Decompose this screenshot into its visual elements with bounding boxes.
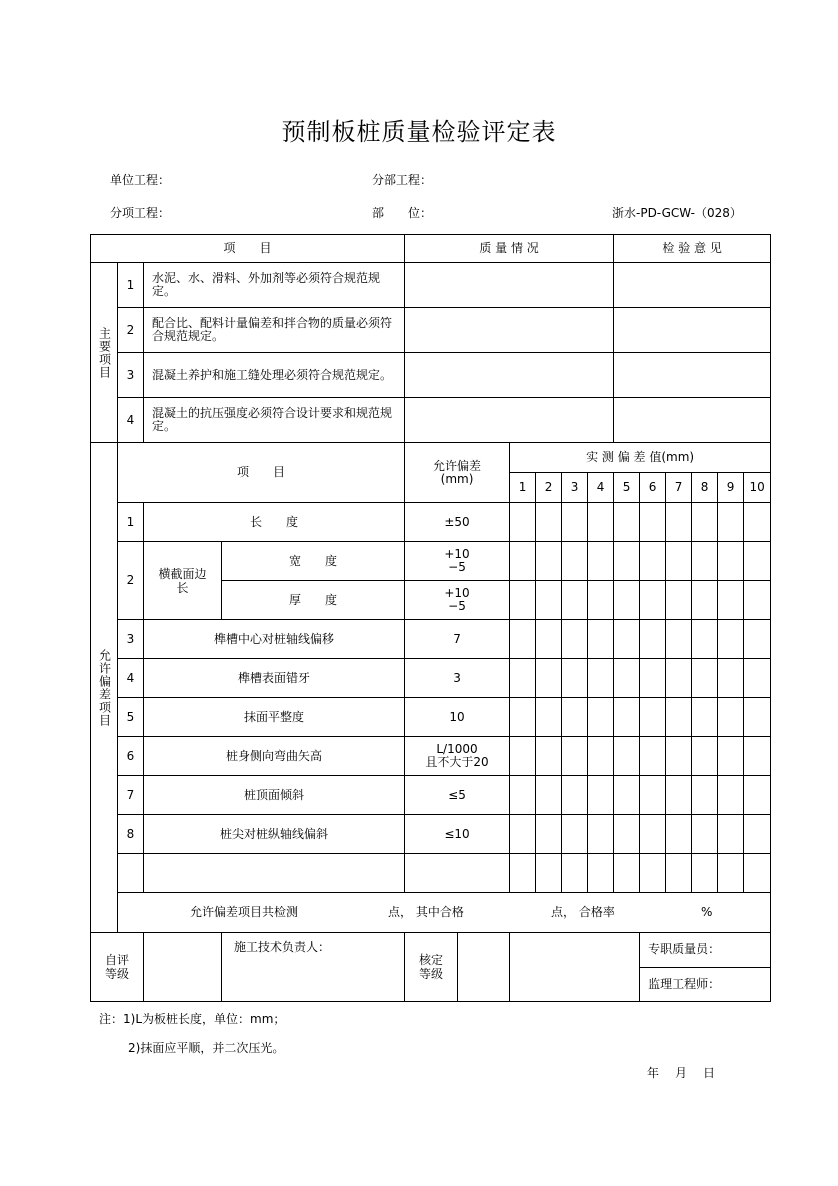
measure-cell[interactable] bbox=[588, 659, 614, 698]
allow-item-tol: ≤10 bbox=[405, 815, 510, 854]
measure-cell[interactable] bbox=[510, 659, 536, 698]
allow-section-label: 允许偏差项目 bbox=[91, 443, 118, 933]
measure-cell[interactable] bbox=[692, 581, 718, 620]
measure-col-no: 7 bbox=[666, 473, 692, 503]
tech-lead-cell[interactable] bbox=[222, 933, 405, 1002]
allow-item-no: 6 bbox=[118, 737, 144, 776]
quality-cell[interactable] bbox=[405, 308, 614, 353]
allow-item-tol: ±50 bbox=[405, 503, 510, 542]
quality-cell[interactable] bbox=[405, 353, 614, 398]
opinion-cell[interactable] bbox=[614, 353, 771, 398]
col-opinion-header: 检 验 意 见 bbox=[614, 235, 771, 263]
measured-header: 实 测 偏 差 值(mm) bbox=[510, 443, 771, 473]
measure-cell[interactable] bbox=[718, 503, 744, 542]
allow-item-no: 4 bbox=[118, 659, 144, 698]
measure-cell[interactable] bbox=[510, 581, 536, 620]
main-item-text: 混凝土养护和施工缝处理必须符合规范规定。 bbox=[144, 353, 405, 398]
measure-cell[interactable] bbox=[614, 815, 640, 854]
measure-cell[interactable] bbox=[744, 776, 771, 815]
allow-item-no: 1 bbox=[118, 503, 144, 542]
measure-cell[interactable] bbox=[666, 542, 692, 581]
main-section-label: 主要项目 bbox=[91, 263, 118, 443]
allow-item-name: 宽 度 bbox=[222, 542, 405, 581]
measure-cell[interactable] bbox=[536, 737, 562, 776]
measure-col-no: 4 bbox=[588, 473, 614, 503]
measure-cell[interactable] bbox=[744, 581, 771, 620]
measure-cell[interactable] bbox=[666, 581, 692, 620]
measure-cell[interactable] bbox=[666, 503, 692, 542]
measure-col-no: 10 bbox=[744, 473, 771, 503]
measure-cell[interactable] bbox=[510, 542, 536, 581]
measure-cell[interactable] bbox=[614, 581, 640, 620]
measure-cell[interactable] bbox=[666, 698, 692, 737]
measure-cell[interactable] bbox=[510, 776, 536, 815]
measure-cell[interactable] bbox=[718, 737, 744, 776]
measure-cell[interactable] bbox=[614, 698, 640, 737]
verify-label: 核定等级 bbox=[405, 933, 458, 1001]
measure-cell[interactable] bbox=[744, 854, 771, 893]
date-label: 年 月 日 bbox=[647, 1066, 718, 1080]
measure-cell[interactable] bbox=[666, 815, 692, 854]
measure-cell[interactable] bbox=[666, 659, 692, 698]
measure-cell[interactable] bbox=[744, 503, 771, 542]
division-project-label: 分部工程： bbox=[372, 173, 433, 187]
measure-cell[interactable] bbox=[510, 854, 536, 893]
measure-cell[interactable] bbox=[614, 620, 640, 659]
blank-cell[interactable] bbox=[405, 854, 510, 893]
summary-row bbox=[118, 893, 771, 933]
col-quality-header: 质 量 情 况 bbox=[405, 235, 614, 263]
main-item-no: 2 bbox=[118, 308, 144, 353]
allow-item-no: 7 bbox=[118, 776, 144, 815]
measure-cell[interactable] bbox=[562, 659, 588, 698]
measure-cell[interactable] bbox=[666, 854, 692, 893]
summary-part3: 点， 合格率 bbox=[551, 905, 615, 919]
measure-cell[interactable] bbox=[640, 776, 666, 815]
allow-item-name: 榫槽表面错牙 bbox=[144, 659, 405, 698]
measure-cell[interactable] bbox=[640, 737, 666, 776]
form-code: 浙水-PD-GCW-（028） bbox=[612, 206, 742, 220]
measure-cell[interactable] bbox=[692, 659, 718, 698]
measure-cell[interactable] bbox=[718, 542, 744, 581]
main-item-text: 水泥、水、滑料、外加剂等必须符合规范规定。 bbox=[144, 263, 405, 308]
measure-cell[interactable] bbox=[536, 659, 562, 698]
measure-cell[interactable] bbox=[562, 854, 588, 893]
subitem-project-label: 分项工程： bbox=[110, 206, 171, 220]
allow-item-name: 桩顶面倾斜 bbox=[144, 776, 405, 815]
measure-cell[interactable] bbox=[510, 737, 536, 776]
measure-cell[interactable] bbox=[562, 542, 588, 581]
measure-cell[interactable] bbox=[744, 659, 771, 698]
allow-item-no: 2 bbox=[118, 542, 144, 620]
measure-cell[interactable] bbox=[744, 815, 771, 854]
measure-cell[interactable] bbox=[744, 620, 771, 659]
self-eval-label: 自评等级 bbox=[91, 933, 144, 1002]
measure-cell[interactable] bbox=[666, 737, 692, 776]
measure-cell[interactable] bbox=[614, 854, 640, 893]
blank-cell[interactable] bbox=[144, 854, 405, 893]
measure-cell[interactable] bbox=[614, 659, 640, 698]
quality-cell[interactable] bbox=[405, 263, 614, 308]
measure-cell[interactable] bbox=[614, 503, 640, 542]
measure-cell[interactable] bbox=[718, 620, 744, 659]
verify-wrap bbox=[405, 933, 510, 1002]
opinion-cell[interactable] bbox=[614, 263, 771, 308]
measure-cell[interactable] bbox=[718, 698, 744, 737]
measure-cell[interactable] bbox=[588, 542, 614, 581]
inspection-table bbox=[90, 234, 771, 1002]
measure-col-no: 6 bbox=[640, 473, 666, 503]
measure-cell[interactable] bbox=[692, 776, 718, 815]
verify-value[interactable] bbox=[458, 933, 509, 1001]
allow-item-tol: L/1000 且不大于20 bbox=[405, 737, 510, 776]
measure-cell[interactable] bbox=[692, 542, 718, 581]
measure-cell[interactable] bbox=[536, 776, 562, 815]
allow-item-group: 横截面边 长 bbox=[144, 542, 222, 620]
measure-cell[interactable] bbox=[640, 620, 666, 659]
measure-cell[interactable] bbox=[666, 776, 692, 815]
measure-cell[interactable] bbox=[744, 698, 771, 737]
measure-cell[interactable] bbox=[692, 815, 718, 854]
main-item-text: 混凝土的抗压强度必须符合设计要求和规范规定。 bbox=[144, 398, 405, 443]
measure-cell[interactable] bbox=[588, 503, 614, 542]
measure-cell[interactable] bbox=[692, 503, 718, 542]
tech-lead-label: 施工技术负责人： bbox=[234, 940, 331, 954]
measure-cell[interactable] bbox=[588, 815, 614, 854]
allow-item-name: 桩身侧向弯曲矢高 bbox=[144, 737, 405, 776]
measure-col-no: 3 bbox=[562, 473, 588, 503]
measure-cell[interactable] bbox=[510, 698, 536, 737]
measure-cell[interactable] bbox=[588, 620, 614, 659]
measure-cell[interactable] bbox=[510, 620, 536, 659]
main-item-no: 1 bbox=[118, 263, 144, 308]
summary-part4: % bbox=[701, 905, 713, 919]
opinion-cell[interactable] bbox=[614, 308, 771, 353]
allow-item-no: 8 bbox=[118, 815, 144, 854]
allow-item-tol: +10 −5 bbox=[405, 581, 510, 620]
measure-cell[interactable] bbox=[640, 854, 666, 893]
measure-cell[interactable] bbox=[562, 698, 588, 737]
measure-cell[interactable] bbox=[640, 815, 666, 854]
quality-cell[interactable] bbox=[405, 398, 614, 443]
measure-cell[interactable] bbox=[588, 581, 614, 620]
measure-cell[interactable] bbox=[744, 542, 771, 581]
measure-cell[interactable] bbox=[640, 659, 666, 698]
quality-officer-label: 专职质量员： bbox=[640, 933, 771, 968]
measure-cell[interactable] bbox=[640, 698, 666, 737]
measure-cell[interactable] bbox=[562, 815, 588, 854]
unit-project-label: 单位工程： bbox=[110, 173, 171, 187]
main-item-text: 配合比、配料计量偏差和拌合物的质量必须符合规范规定。 bbox=[144, 308, 405, 353]
allow-item-name: 厚 度 bbox=[222, 581, 405, 620]
measure-cell[interactable] bbox=[640, 503, 666, 542]
measure-cell[interactable] bbox=[718, 776, 744, 815]
location-label: 部 位： bbox=[372, 206, 433, 220]
allow-item-no: 5 bbox=[118, 698, 144, 737]
allow-item-tol: ≤5 bbox=[405, 776, 510, 815]
measure-cell[interactable] bbox=[588, 737, 614, 776]
measure-cell[interactable] bbox=[536, 815, 562, 854]
measure-cell[interactable] bbox=[588, 698, 614, 737]
measure-cell[interactable] bbox=[536, 620, 562, 659]
measure-cell[interactable] bbox=[562, 737, 588, 776]
blank-cell[interactable] bbox=[118, 854, 144, 893]
note-2: 2)抹面应平顺，并二次压光。 bbox=[128, 1041, 285, 1055]
page-title: 预制板桩质量检验评定表 bbox=[281, 118, 557, 146]
measure-cell[interactable] bbox=[588, 854, 614, 893]
measure-cell[interactable] bbox=[536, 503, 562, 542]
measure-cell[interactable] bbox=[562, 503, 588, 542]
measure-cell[interactable] bbox=[640, 542, 666, 581]
allow-item-header: 项 目 bbox=[118, 443, 405, 503]
allow-item-name: 桩尖对桩纵轴线偏斜 bbox=[144, 815, 405, 854]
measure-cell[interactable] bbox=[562, 581, 588, 620]
measure-cell[interactable] bbox=[718, 581, 744, 620]
measure-cell[interactable] bbox=[692, 620, 718, 659]
measure-cell[interactable] bbox=[692, 854, 718, 893]
allow-item-no: 3 bbox=[118, 620, 144, 659]
measure-col-no: 5 bbox=[614, 473, 640, 503]
measure-cell[interactable] bbox=[562, 620, 588, 659]
allow-tol-header: 允许偏差 (mm) bbox=[405, 443, 510, 503]
supervisor-label: 监理工程师： bbox=[640, 967, 771, 1002]
measure-cell[interactable] bbox=[718, 815, 744, 854]
main-item-no: 4 bbox=[118, 398, 144, 443]
self-eval-value[interactable] bbox=[144, 933, 222, 1002]
summary-part2: 点， 其中合格 bbox=[388, 905, 464, 919]
measure-col-no: 8 bbox=[692, 473, 718, 503]
measure-cell[interactable] bbox=[536, 542, 562, 581]
measure-col-no: 2 bbox=[536, 473, 562, 503]
measure-cell[interactable] bbox=[666, 620, 692, 659]
measure-cell[interactable] bbox=[536, 854, 562, 893]
allow-item-tol: 3 bbox=[405, 659, 510, 698]
measure-col-no: 1 bbox=[510, 473, 536, 503]
allow-item-tol: 7 bbox=[405, 620, 510, 659]
main-item-no: 3 bbox=[118, 353, 144, 398]
verify-extra[interactable] bbox=[510, 933, 640, 1002]
allow-item-tol: +10 −5 bbox=[405, 542, 510, 581]
measure-cell[interactable] bbox=[718, 659, 744, 698]
measure-cell[interactable] bbox=[588, 776, 614, 815]
summary-part1: 允许偏差项目共检测 bbox=[190, 905, 299, 919]
measure-cell[interactable] bbox=[692, 698, 718, 737]
measure-cell[interactable] bbox=[614, 542, 640, 581]
measure-cell[interactable] bbox=[536, 698, 562, 737]
opinion-cell[interactable] bbox=[614, 398, 771, 443]
measure-cell[interactable] bbox=[510, 815, 536, 854]
measure-cell[interactable] bbox=[744, 737, 771, 776]
measure-cell[interactable] bbox=[510, 503, 536, 542]
measure-cell[interactable] bbox=[718, 854, 744, 893]
allow-item-name: 长 度 bbox=[144, 503, 405, 542]
allow-item-name: 抹面平整度 bbox=[144, 698, 405, 737]
allow-item-tol: 10 bbox=[405, 698, 510, 737]
measure-cell[interactable] bbox=[614, 737, 640, 776]
measure-col-no: 9 bbox=[718, 473, 744, 503]
allow-item-name: 榫槽中心对桩轴线偏移 bbox=[144, 620, 405, 659]
measure-cell[interactable] bbox=[614, 776, 640, 815]
measure-cell[interactable] bbox=[640, 581, 666, 620]
measure-cell[interactable] bbox=[692, 737, 718, 776]
measure-cell[interactable] bbox=[562, 776, 588, 815]
note-1: 注：1)L为板桩长度，单位：mm； bbox=[99, 1012, 286, 1026]
measure-cell[interactable] bbox=[536, 581, 562, 620]
col-item-header: 项 目 bbox=[91, 235, 405, 263]
